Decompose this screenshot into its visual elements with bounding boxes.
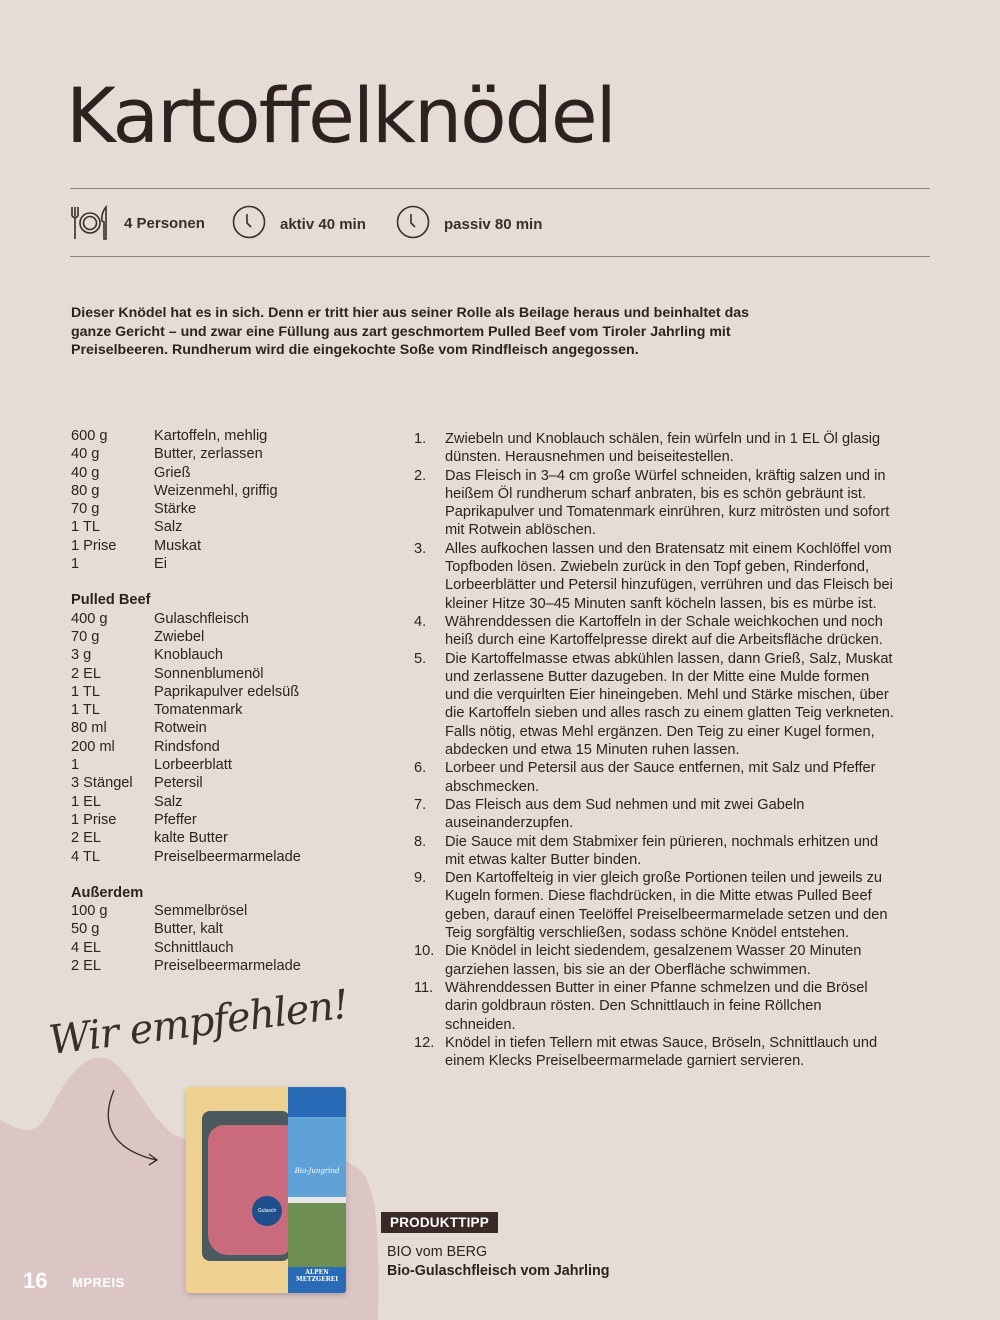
servings-info (70, 205, 205, 241)
curved-arrow-icon (100, 1088, 170, 1168)
ingredient-row (71, 701, 371, 719)
page-number: 16 (23, 1268, 48, 1293)
bottom-divider (70, 256, 930, 257)
ingredient-name: Weizenmehl, griffig (154, 482, 278, 499)
step-item (414, 796, 894, 833)
package-stripe (288, 1197, 346, 1203)
ingredient-row (71, 555, 371, 573)
step-number: 6. (414, 760, 427, 777)
ingredient-name: Semmelbrösel (154, 903, 248, 920)
ingredient-name: kalte Butter (154, 830, 228, 847)
ingredient-qty: 1 (71, 556, 80, 573)
ingredient-row (71, 628, 371, 646)
ingredient-qty: 4 EL (71, 939, 102, 956)
ingredient-qty: 2 EL (71, 665, 102, 682)
ingredient-qty: 2 EL (71, 958, 102, 975)
step-text: Die Knödel in leicht siedendem, gesalzenem Wasser 20 Minuten garziehen lassen, bis sie an der Oberfläche schwimmen. (445, 943, 862, 978)
ingredient-name: Muskat (154, 537, 202, 554)
ingredient-name: Butter, zerlassen (154, 446, 263, 463)
ingredient-qty: 1 TL (71, 702, 100, 719)
ingredient-name: Petersil (154, 775, 203, 792)
step-item (414, 430, 894, 467)
ingredient-name: Butter, kalt (154, 921, 223, 938)
ingredient-name: Salz (154, 793, 183, 810)
step-text: Währenddessen Butter in einer Pfanne schmelzen und die Brösel darin goldbraun rösten. Den Schnittlauch in feine Röllchen schneiden. (445, 979, 868, 1033)
package-maker: ALPEN METZGEREI (295, 1269, 339, 1283)
step-item (414, 467, 894, 540)
product-tip-tag: PRODUKTTIPP (381, 1212, 498, 1233)
step-text: Den Kartoffelteig in vier gleich große Portionen teilen und jeweils zu Kugeln formen. Diese flachdrücken, in die Mitte etwas Pulled Beef geben, darauf einen Teelöffel Preiselbeermarmelade setzen und den Teig sorgfältig verschließen, sodass schöne Knödel entstehen. (445, 870, 888, 942)
step-number: 2. (414, 467, 427, 484)
ingredient-qty: 80 ml (71, 720, 107, 737)
active-time-label: aktiv 40 min (280, 216, 366, 233)
preparation-steps (414, 430, 894, 1070)
product-name: Bio-Gulaschfleisch vom Jahrling (387, 1263, 610, 1279)
ingredient-name: Paprikapulver edelsüß (154, 683, 300, 700)
ingredient-name: Rindsfond (154, 738, 220, 755)
passive-time-info (396, 205, 542, 244)
ingredient-qty: 3 Stängel (71, 775, 133, 792)
step-number: 10. (414, 943, 435, 960)
recommendation-heading: Wir empfehlen! (46, 981, 351, 1064)
step-text: Das Fleisch aus dem Sud nehmen und mit zwei Gabeln auseinanderzupfen. (445, 796, 805, 832)
ingredient-row (71, 719, 371, 737)
ingredient-qty: 1 (71, 757, 80, 774)
ingredient-row (71, 445, 371, 463)
package-sky (288, 1117, 346, 1197)
step-text: Währenddessen die Kartoffeln in der Schale weichkochen und noch heiß durch eine Kartoffelpresse direkt auf die Arbeitsfläche drücken. (445, 613, 883, 649)
ingredient-qty: 50 g (71, 921, 100, 938)
ingredient-row (71, 500, 371, 518)
ingredient-name: Gulaschfleisch (154, 610, 249, 627)
ingredient-row (71, 829, 371, 847)
ingredient-name: Preiselbeermarmelade (154, 958, 301, 975)
step-text: Alles aufkochen lassen und den Bratensatz mit einem Kochlöffel vom Topfboden lösen. Zwiebeln zurück in den Topf geben, Rinderfond, Lorbeerblätter und Petersil hinzufügen, verrühren und das Fleisch bei kleiner Hitze 30–45 Minuten sanft köcheln lassen, bis es mürbe ist. (445, 540, 893, 612)
step-text: Lorbeer und Petersil aus der Sauce entfernen, mit Salz und Pfeffer abschmecken. (445, 760, 876, 795)
ingredient-row (71, 957, 371, 975)
servings-label: 4 Personen (124, 214, 205, 232)
step-item (414, 979, 894, 1034)
ingredient-row (71, 665, 371, 683)
ingredient-qty: 80 g (71, 482, 100, 499)
ingredient-row (71, 683, 371, 701)
ingredient-row (71, 793, 371, 811)
ingredient-name: Stärke (154, 501, 197, 518)
step-number: 11. (414, 979, 434, 996)
package-label: Bio-Jungrind (294, 1167, 340, 1175)
ingredient-name: Rotwein (154, 720, 207, 737)
ingredients-pulled-beef (71, 610, 371, 866)
step-text: Das Fleisch in 3–4 cm große Würfel schneiden, kräftig salzen und in heißem Öl rundherum scharf anbraten, bis es schön gebräunt ist. Paprikapulver und Tomatenmark einrühren, kurz mitrösten und sofort mit Rotwein ablöschen. (445, 467, 890, 539)
ingredient-name: Lorbeerblatt (154, 757, 232, 774)
product-brand: BIO vom BERG (387, 1244, 488, 1260)
ingredient-qty: 1 Prise (71, 537, 117, 554)
step-number: 7. (414, 796, 427, 813)
step-item (414, 1034, 894, 1071)
ingredient-qty: 1 Prise (71, 811, 117, 828)
ingredient-qty: 40 g (71, 464, 100, 481)
ingredient-row (71, 427, 371, 445)
ingredients-dough (71, 427, 371, 573)
ingredients-heading-pulled-beef: Pulled Beef (71, 592, 151, 609)
step-number: 1. (414, 431, 427, 447)
clock-icon (396, 205, 430, 244)
ingredient-qty: 100 g (71, 903, 108, 920)
ingredient-name: Preiselbeermarmelade (154, 848, 301, 865)
step-item (414, 759, 894, 796)
ingredient-qty: 1 TL (71, 683, 100, 700)
step-item (414, 942, 894, 979)
ingredient-row (71, 610, 371, 628)
ingredients-extra (71, 902, 371, 975)
package-label-band (288, 1087, 346, 1293)
top-divider (70, 188, 930, 189)
step-number: 9. (414, 870, 427, 887)
ingredient-name: Kartoffeln, mehlig (154, 428, 268, 444)
step-item (414, 650, 894, 760)
plate-cutlery-icon (70, 205, 110, 241)
ingredient-qty: 4 TL (71, 848, 100, 865)
ingredient-name: Zwiebel (154, 628, 205, 645)
ingredient-row (71, 811, 371, 829)
ingredient-qty: 3 g (71, 647, 92, 664)
ingredient-row (71, 902, 371, 920)
ingredient-name: Salz (154, 519, 183, 536)
ingredient-row (71, 920, 371, 938)
passive-time-label: passiv 80 min (444, 216, 543, 233)
ingredient-row (71, 756, 371, 774)
ingredient-name: Pfeffer (154, 811, 197, 828)
step-number: 8. (414, 833, 427, 850)
ingredient-qty: 600 g (71, 428, 108, 444)
ingredient-row (71, 774, 371, 792)
ingredients-list (71, 427, 371, 975)
ingredient-name: Ei (154, 556, 167, 573)
ingredients-heading-extra: Außerdem (71, 884, 144, 901)
step-number: 3. (414, 540, 427, 557)
step-text: Zwiebeln und Knoblauch schälen, fein würfeln und in 1 EL Öl glasig dünsten. Herausnehmen und beiseitestellen. (445, 431, 881, 466)
product-image (186, 1087, 346, 1293)
ingredient-qty: 70 g (71, 628, 100, 645)
ingredient-name: Tomatenmark (154, 702, 243, 719)
ingredient-qty: 400 g (71, 610, 108, 627)
ingredient-qty: 2 EL (71, 830, 102, 847)
step-number: 4. (414, 613, 427, 630)
ingredient-qty: 70 g (71, 501, 100, 518)
package-badge: Gulasch (252, 1196, 282, 1226)
step-text: Die Sauce mit dem Stabmixer fein pürieren, nochmals erhitzen und mit etwas kalter Butter binden. (445, 833, 879, 868)
ingredient-row (71, 537, 371, 555)
clock-icon (232, 205, 266, 244)
step-text: Knödel in tiefen Tellern mit etwas Sauce, Bröseln, Schnittlauch und einem Klecks Preiselbeermarmelade garniert servieren. (445, 1034, 878, 1070)
mpreis-logo: MPREIS (72, 1275, 125, 1290)
step-number: 12. (414, 1034, 435, 1051)
package-landscape (288, 1197, 346, 1267)
step-item (414, 613, 894, 650)
ingredient-row (71, 848, 371, 866)
step-text: Die Kartoffelmasse etwas abkühlen lassen, dann Grieß, Salz, Muskat und zerlassene Butter dazugeben. In der Mitte eine Mulde formen und die verquirlten Eier hineingeben. Mehl und Stärke mischen, über die Kartoffeln sieben und alles rasch zu einem glatten Teig verkneten. Falls nötig, etwas Mehl ergänzen. Den Teig zu einer Kugel formen, abdecken und etwa 15 Minuten ruhen lassen. (445, 650, 894, 759)
ingredient-qty: 1 TL (71, 519, 100, 536)
ingredient-qty: 200 ml (71, 738, 115, 755)
ingredient-name: Knoblauch (154, 647, 223, 664)
ingredient-row (71, 939, 371, 957)
ingredient-row (71, 738, 371, 756)
ingredient-name: Schnittlauch (154, 939, 234, 956)
ingredient-row (71, 482, 371, 500)
ingredient-qty: 40 g (71, 446, 100, 463)
meat-cubes (208, 1125, 290, 1255)
step-item (414, 869, 894, 942)
step-item (414, 833, 894, 870)
recipe-title: Kartoffelknödel (66, 71, 615, 160)
ingredient-row (71, 646, 371, 664)
ingredient-row (71, 518, 371, 536)
step-number: 5. (414, 650, 427, 667)
ingredient-name: Sonnenblumenöl (154, 665, 264, 682)
recipe-intro: Dieser Knödel hat es in sich. Denn er tritt hier aus seiner Rolle als Beilage heraus und beinhaltet das ganze Gericht – und zwar eine Füllung aus zart geschmortem Pulled Beef vom Tiroler Jahrling mit Preiselbeeren. Rundherum wird die eingekochte Soße vom Rindfleisch angegossen. (71, 305, 750, 358)
active-time-info (232, 205, 366, 244)
ingredient-name: Grieß (154, 464, 191, 481)
step-item (414, 540, 894, 613)
package-window (202, 1111, 290, 1261)
ingredient-qty: 1 EL (71, 793, 102, 810)
ingredient-row (71, 464, 371, 482)
